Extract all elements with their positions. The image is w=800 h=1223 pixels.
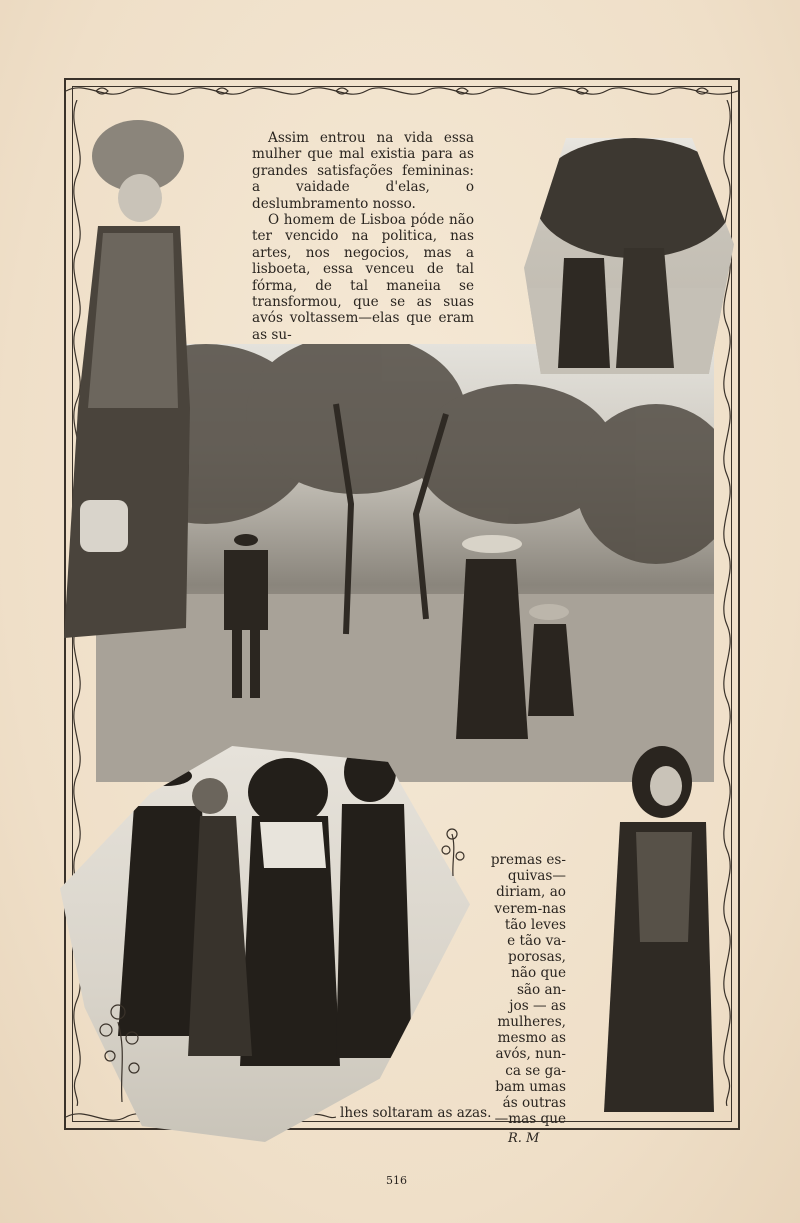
side-line: e tão va- [507, 933, 566, 950]
article-text-side-column [486, 852, 566, 1127]
page-number: 516 [386, 1174, 407, 1187]
photo-woman-hat-handbag [58, 108, 192, 646]
side-line: são an- [516, 981, 566, 998]
side-line: —mas que [494, 1111, 566, 1128]
side-line: não que [511, 965, 566, 982]
closing-line: lhes soltaram as azas. [340, 1105, 492, 1121]
side-line: ca se ga- [505, 1062, 566, 1079]
side-line: ás outras [502, 1095, 566, 1112]
paragraph-2: O homem de Lisboa póde não ter vencido na politica, nas artes, nos negocios, mas a lisboeta, essa venceu de tal fórma, de tal maneiıa se transformou, que se as suas avós voltassem—elas que eram as su- [252, 212, 474, 343]
flower-ornament-center [438, 826, 468, 876]
author-signature: R. M [508, 1131, 540, 1146]
side-line: mesmo as [497, 1030, 566, 1047]
side-line: bam umas [495, 1078, 566, 1095]
top-ornament-band [66, 80, 738, 102]
side-line: avós, nun- [495, 1046, 566, 1063]
side-line: verem-nas [494, 900, 566, 917]
paragraph-1: Assim entrou na vida essa mulher que mal existia para as grandes satisfações femininas: a vaidade d'elas, o deslumbramento nosso. [252, 130, 474, 212]
side-line: porosas, [508, 949, 566, 966]
side-line: jos — as [509, 997, 566, 1014]
photo-woman-hood-walking [596, 742, 720, 1126]
side-line: tão leves [504, 916, 566, 933]
side-line: quivas— [507, 868, 566, 885]
article-text-top [252, 130, 474, 343]
side-line: diriam, ao [496, 884, 566, 901]
photo-two-women-walking [524, 138, 734, 374]
side-line: premas es- [490, 852, 566, 868]
side-line: mulheres, [497, 1014, 566, 1031]
flower-ornament-left [92, 992, 152, 1102]
